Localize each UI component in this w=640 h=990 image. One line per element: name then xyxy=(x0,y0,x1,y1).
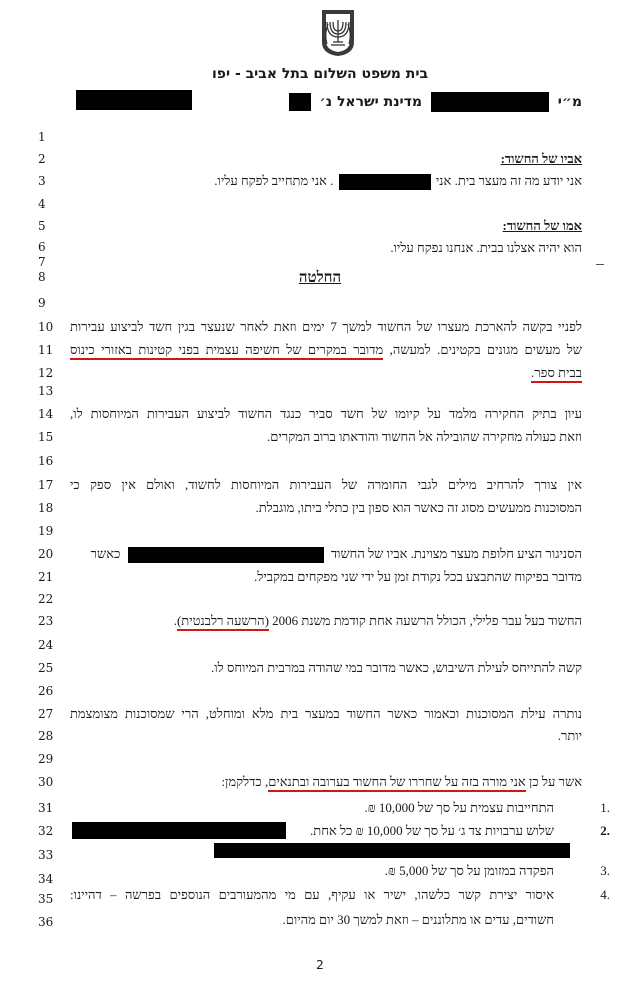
condition-text: שלוש ערבויות צד ג׳ על סך של 10,000 ₪ כל אחת. xyxy=(310,823,554,838)
line-number: 19 xyxy=(38,524,54,538)
decision-p4-l2: מדובר בפיקוח שהתבצע בכל נקודת זמן על ידי שני מפקחים במקביל. xyxy=(254,569,582,584)
text-span: . xyxy=(173,613,177,628)
mother-statement: הוא יהיה אצלנו בבית. אנחנו נפקח עליו. xyxy=(390,240,582,255)
line-number: 29 xyxy=(38,752,54,766)
line-number: 31 xyxy=(38,801,54,815)
court-name: בית משפט השלום בתל אביב - יפו xyxy=(211,66,429,82)
decision-p2-l1: עיון בתיק החקירה מלמד על קיומו של חשד סביר כנגד החשוד לביצוע העבירות המיוחסות לו, xyxy=(70,406,582,421)
line-number: 10 xyxy=(38,320,54,334)
line-number: 21 xyxy=(38,570,54,584)
line-number: 17 xyxy=(38,478,54,492)
line-number: 7 xyxy=(38,255,46,269)
decision-p2-l2: וזאת כעולה מחקירה שהובילה אל החשוד והודאתו ברוב המקרים. xyxy=(267,429,582,444)
condition-number: 3. xyxy=(600,863,610,878)
case-parties: מדינת ישראל נ׳ xyxy=(319,94,423,110)
redaction-bar xyxy=(339,174,431,190)
redaction-bar xyxy=(214,843,570,858)
line-number: 20 xyxy=(38,547,54,561)
decision-p3-l2: המסוכנות ממעשים מסוג זה כאשר הוא ספון בין כתלי ביתו, מוגבלת. xyxy=(255,500,582,515)
case-prefix: מ״י xyxy=(557,94,582,110)
redaction-bar xyxy=(72,822,286,839)
redaction-bar xyxy=(289,93,311,111)
decision-title: החלטה xyxy=(298,270,342,286)
decision-p7-l2: יותר. xyxy=(557,728,582,743)
line-number: 18 xyxy=(38,501,54,515)
decision-p1-l3 xyxy=(531,365,582,381)
redaction-bar xyxy=(76,90,192,110)
line-number: 9 xyxy=(38,296,46,310)
condition-number: 1. xyxy=(600,800,610,815)
line-number: 35 xyxy=(38,892,54,906)
red-underlined-text: אני מורה בזה על שחררו של החשוד בערובה ובתנאים xyxy=(268,774,526,792)
red-underlined-text: בבית ספר. xyxy=(531,365,582,383)
line-number: 15 xyxy=(38,430,54,444)
line-number: 1 xyxy=(38,130,46,144)
line-number: 11 xyxy=(38,343,54,357)
text-span: , כדלקמן: xyxy=(221,774,269,789)
redaction-bar xyxy=(431,92,549,112)
line-number: 12 xyxy=(38,366,54,380)
decision-p3-l1: אין צורך להרחיב מילים לגבי החומרה של העבירות המיוחסות לחשוד, ואולם אין ספק כי xyxy=(70,477,582,492)
line-number: 3 xyxy=(38,174,46,188)
decision-p1-l1: לפניי בקשה להארכת מעצרו של החשוד למשך 7 ימים וזאת לאחר שנעצר בגין חשד לביצוע עבירות xyxy=(70,319,582,334)
condition-text: התחייבות עצמית על סך של 10,000 ₪. xyxy=(364,800,554,815)
decision-p4-l1 xyxy=(91,546,582,563)
redaction-bar xyxy=(128,547,324,563)
line-number: 22 xyxy=(38,592,54,606)
decision-p8 xyxy=(221,774,582,790)
line-number: 4 xyxy=(38,197,46,211)
line-number: 27 xyxy=(38,707,54,721)
red-underlined-text: (הרשעה רלבנטית) xyxy=(177,613,269,631)
decision-p5 xyxy=(174,613,582,629)
line-number: 34 xyxy=(38,872,54,886)
condition-text: איסור יצירת קשר כלשהו, ישיר או עקיף, עם מי מהמעורבים הנוספים בפרשה – דהיינו: xyxy=(70,887,554,902)
text-span: הסניגור הציע חלופת מעצר מצוינת. אביו של החשוד xyxy=(330,546,582,561)
line-number: 8 xyxy=(38,270,46,284)
line-number: 25 xyxy=(38,661,54,675)
condition-text-continued: חשודים, עדים או מתלוננים – וזאת למשך 30 יום מהיום. xyxy=(282,912,554,927)
line-number: 32 xyxy=(38,824,54,838)
text-span: כאשר xyxy=(90,546,121,561)
case-line xyxy=(289,92,582,112)
line-number: 33 xyxy=(38,848,54,862)
condition-text: הפקדה במזומן על סך של 5,000 ₪. xyxy=(384,863,554,878)
father-statement-a: אני יודע מה זה מעצר בית. אני xyxy=(435,173,582,188)
line-number: 24 xyxy=(38,638,54,652)
decision-p1-l2 xyxy=(70,342,582,358)
line-number: 14 xyxy=(38,407,54,421)
father-statement-b: . אני מתחייב לפקח עליו. xyxy=(214,173,334,188)
line-number: 16 xyxy=(38,454,54,468)
line-number: 5 xyxy=(38,219,46,233)
father-statement xyxy=(214,173,582,190)
text-span: של מעשים מגונים בקטינים. למעשה, xyxy=(383,342,583,357)
condition-number: 2. xyxy=(600,823,610,838)
line-number: 6 xyxy=(38,240,46,254)
dash-mark xyxy=(596,264,604,265)
page-number: 2 xyxy=(316,958,324,972)
line-number: 26 xyxy=(38,684,54,698)
text-span: אשר על כן xyxy=(525,774,582,789)
line-number: 13 xyxy=(38,384,54,398)
line-number: 36 xyxy=(38,915,54,929)
line-number: 2 xyxy=(38,152,46,166)
father-heading: אביו של החשוד: xyxy=(500,151,582,166)
mother-heading: אמו של החשוד: xyxy=(502,218,582,233)
line-number: 28 xyxy=(38,729,54,743)
condition-number: 4. xyxy=(600,887,610,902)
text-span: החשוד בעל עבר פלילי, הכולל הרשעה אחת קודמת משנת 2006 xyxy=(268,613,582,628)
state-emblem-icon xyxy=(318,8,358,58)
decision-p7-l1: נותרה עילת המסוכנות וכאמור כאשר החשוד במעצר בית מלא ומוחלט, הרי שמסוכנות מצומצמת xyxy=(70,706,582,721)
line-number: 30 xyxy=(38,775,54,789)
decision-p6: קשה להתייחס לעילת השיבוש, כאשר מדובר במי שהודה במרבית המיוחס לו. xyxy=(211,660,582,675)
red-underlined-text: מדובר במקרים של חשיפה עצמית בפני קטינות באזורי כינוס xyxy=(70,342,383,360)
line-number: 23 xyxy=(38,614,54,628)
